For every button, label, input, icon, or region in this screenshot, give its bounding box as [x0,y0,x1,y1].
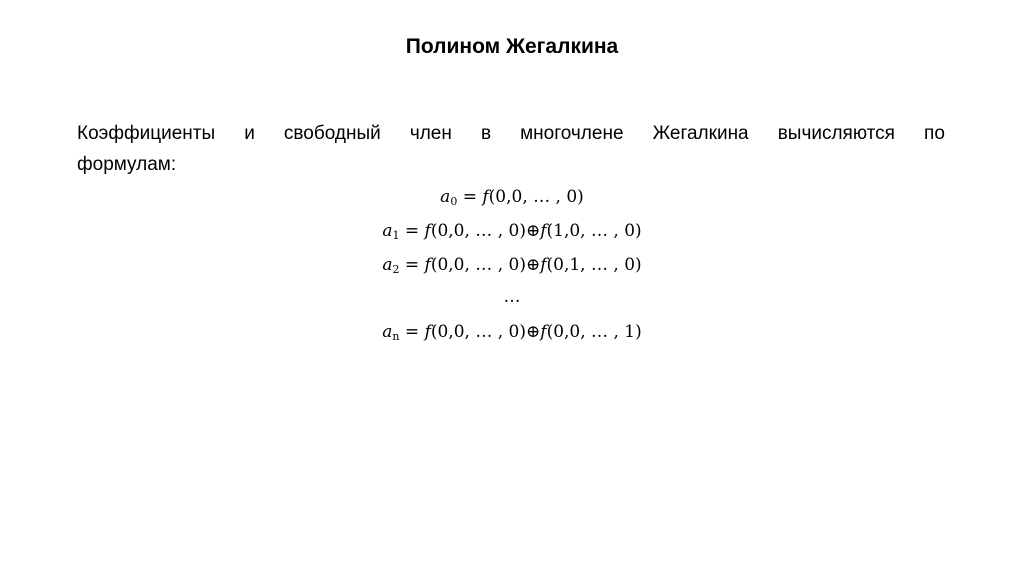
equals-sign: = [399,255,425,275]
paragraph-word: по [924,123,945,144]
equals-sign: = [457,187,483,207]
paragraph-word: и [244,123,255,144]
formula-a1 [0,219,1024,243]
formula-variable: $a_0$ [440,187,458,208]
xor-operator: ⊕ [525,255,541,275]
paragraph-line-2: формулам: [77,154,177,175]
function-args: (1,0, … , 0) [546,221,642,241]
paragraph-word: в [480,123,492,144]
formula-variable: $a_n$ [382,322,400,343]
paragraph-word: Жегалкина [652,123,749,144]
slide-title: Полином Жегалкина [405,35,619,58]
function-name: f [540,322,547,342]
body-paragraph [77,118,945,180]
paragraph-word: член [409,123,452,144]
function-args: (0,0, … , 0) [488,187,584,207]
function-name: f [482,187,489,207]
formula-variable: $a_1$ [382,221,400,242]
function-args: (0,1, … , 0) [546,255,642,275]
formula-a0 [0,185,1024,209]
function-name: f [424,322,431,342]
equals-sign: = [399,322,425,342]
paragraph-line-1 [77,118,945,149]
function-name: f [540,221,547,241]
xor-operator: ⊕ [526,322,541,342]
function-name: f [424,255,431,275]
function-name: f [540,255,547,275]
paragraph-word: свободный [283,123,381,144]
formula-a2 [0,253,1024,277]
function-name: f [424,221,431,241]
equals-sign: = [399,221,425,241]
function-args: (0,0, … , 1) [546,322,642,342]
paragraph-word: вычисляются [777,123,895,144]
paragraph-word: многочлене [520,123,624,144]
formula-ellipsis: … [503,287,521,307]
function-args: (0,0, … , 0) [430,322,527,342]
paragraph-word: Коэффициенты [77,123,216,144]
function-args: (0,0, … , 0) [430,221,526,241]
function-args: (0,0, … , 0) [430,255,526,275]
xor-operator: ⊕ [525,221,541,241]
formula-an [0,320,1024,344]
formula-variable: $a_2$ [382,255,400,276]
